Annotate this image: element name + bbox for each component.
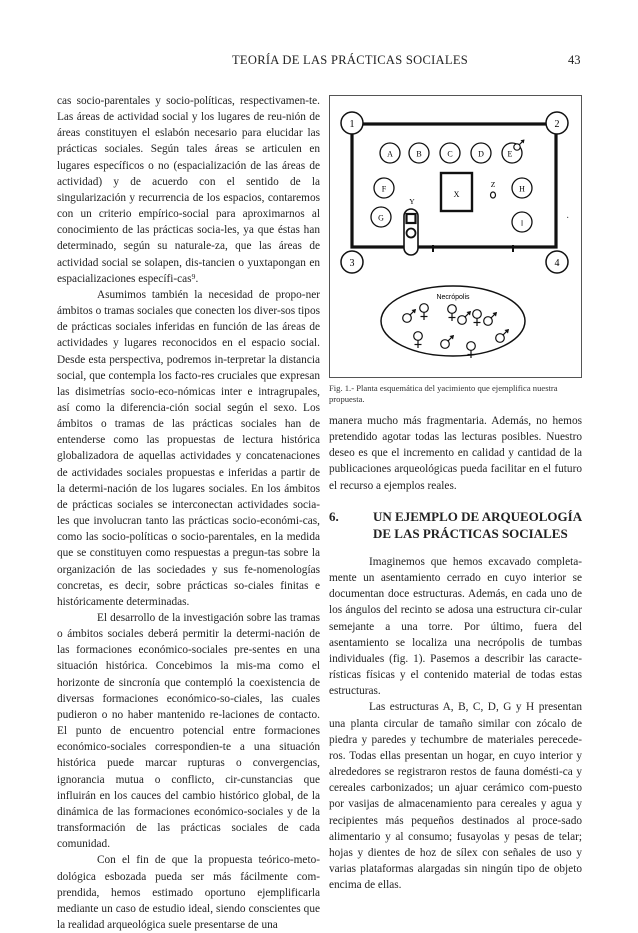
svg-text:F: F <box>381 184 387 194</box>
header-title: TEORÍA DE LAS PRÁCTICAS SOCIALES <box>232 53 469 67</box>
site-plan-figure <box>329 95 582 378</box>
paragraph: manera mucho más fragmentaria. Además, no hemos pretendido agotar todas las lecturas posibles. Nuestro deseo es que el incremento en calidad y cantidad de la publicaciones arqueológicas pueda facilitar en el futuro el recurso a ejemplos reales. <box>329 415 582 492</box>
svg-text:I: I <box>520 219 524 228</box>
structure-h <box>512 178 532 198</box>
structure-g <box>371 207 391 227</box>
structure-i <box>512 212 532 232</box>
section-number: 6. <box>329 509 339 524</box>
svg-text:D: D <box>478 149 484 159</box>
svg-text:Z: Z <box>490 180 496 189</box>
svg-text:G: G <box>378 213 384 223</box>
corner-tower-4 <box>546 251 568 273</box>
necropolis-label: Necrópolis <box>436 294 470 301</box>
structure-f <box>374 178 394 198</box>
paragraph: Imaginemos que hemos excavado completa-mente un asentamiento cerrado en cuyo interior se documentan doce estructuras. Además, en cada uno de los ángulos del recinto se adosa una estructura cir-cular semejante a una torre. Por último, fuera del asentamiento se localiza una necrópolis de tumbas individuales (fig. 1). Pasemos a describir las caracte-rísticas físicas y el contenido material de todas estas estructuras. <box>329 556 582 698</box>
corner-tower-1 <box>341 112 363 134</box>
structure-a <box>380 143 400 163</box>
structure-c <box>440 143 460 163</box>
section-title: UN EJEMPLO DE ARQUEOLOGÍA DE LAS PRÁCTICAS SOCIALES <box>373 509 582 541</box>
paragraph: Asumimos también la necesidad de propo-ner ámbitos o tramas sociales que conecten los diver-sos tipos de prácticas sociales inferidas en función de las áreas de actividades y lugares reconocidos en el espacio social. Desde esta perspectiva, podremos in-terpretar la distancia social, que contempla los facto-res cruciales que expresan las disimetrías socio-eco-nómicas inter e intragrupales, así como la diferencia-ción social según el sexo. Los ámbitos o tramas de las prácticas sociales han de entenderse como las propuestas de lectura histórica globalizadora de aquellas actividades y concatenaciones de actividades sociales propuestas e inferidas a partir de la determi-nación de los lugares sociales. En los ámbitos de prácticas sociales se interconectan actividades socia-les que involucran tanto las prácticas socio-económi-cas, como las socio-políticas o socio-parentales, en la medida que se constituyen como respuestas a pregun-tas sobre la organización de las sociedades y sus fe-nomenologías concretas, es decir, sobre prácticas so-ciales finitas e históricamente determinadas. <box>57 288 320 608</box>
corner-tower-2 <box>546 112 568 134</box>
running-header <box>0 53 638 71</box>
figure-caption: Fig. 1.- Planta esquemática del yacimiento que ejemplifica nuestra propuesta. <box>329 383 558 404</box>
paragraph: Con el fin de que la propuesta teórico-meto-dológica esbozada pueda ser más fácilmente com-prendida, hemos estimado oportuno ejemplificarla mediante un caso de estudio ideal, siendo conscientes que la realidad arqueológica suele presentarse de una <box>57 854 320 931</box>
svg-text:X: X <box>453 190 460 199</box>
structure-b <box>409 143 429 163</box>
structure-d <box>471 143 491 163</box>
page-number: 43 <box>568 53 581 67</box>
corner-label: 3 <box>349 258 355 269</box>
structure-y <box>404 197 418 255</box>
left-column <box>57 93 320 933</box>
corner-label: 1 <box>349 119 355 130</box>
paragraph: cas socio-parentales y socio-políticas, respectivamen-te. Las áreas de actividad social y los lugares de reu-nión de áreas constituyen el eslabón necesario para elucidar las prácticas sociales. Según tales áreas se articulen en lugares específicos o no (espacialización de las áreas de actividad) y de acuerdo con el sentido de la singularización y recurrencia de los espacios, contaremos con un criterio empírico-social para aproximarnos al conocimiento de las prácticas socia-les, ya que éstas han determinado, según su naturale-za, que las áreas de actividad social se solapen, dis-tancien o yuxtapongan en espacializaciones específi-cas⁹. <box>57 95 320 285</box>
svg-text:Y: Y <box>409 197 415 206</box>
corner-label: 4 <box>554 258 560 269</box>
structure-e <box>502 140 525 164</box>
svg-text:B: B <box>416 149 422 159</box>
svg-text:E: E <box>507 149 513 159</box>
right-column-body <box>329 554 582 893</box>
svg-text:C: C <box>447 149 453 159</box>
scan-mark: · <box>566 213 570 224</box>
paragraph: El desarrollo de la investigación sobre las tramas o ámbitos sociales deberá permitir la determi-nación de las formaciones económico-sociales pre-sentes en una situación histórica. Concebimos la mis-ma como el horizonte de sincronía que contempló la coexistencia de diversas formaciones económico-so-ciales, las cuales pudieron o no haber mantenido re-laciones de contacto. El punto de encuentro potencial entre formaciones económico-sociales correspondien-te a una situación histórica puede marcar rupturas o convergencias, ignorancia mutua o conflicto, cir-cunstancias que influirán en los cauces del cambio histórico global, de la dinámica de las formaciones económico-sociales y de la transformación de las prácticas sociales de cada comunidad. <box>57 612 320 851</box>
structure-z <box>491 180 496 198</box>
svg-text:A: A <box>387 149 393 159</box>
svg-text:H: H <box>519 184 525 194</box>
corner-tower-3 <box>341 251 363 273</box>
right-column-top <box>329 413 582 494</box>
male-symbol <box>514 144 520 150</box>
paragraph: Las estructuras A, B, C, D, G y H presentan una planta circular de tamaño similar con zócalo de piedra y paredes y techumbre de materiales perecede-ros. Todas ellas presentan un hogar, en cuyo interior y alrededores se registraron restos de fauna domésti-ca y cereales carbonizados; un ajuar cerámico com-puesto por vasijas de almacenamiento para cereales y agua y recipientes más pequeños destinados al proce-sado alimentario y al consumo; fusayolas y pesas de telar; hojas y dientes de hoz de sílex con señales de uso y varias plataformas alargadas sin ningún tipo de objeto encima de ellas. <box>329 701 582 892</box>
structure-x <box>441 173 472 211</box>
corner-label: 2 <box>554 119 560 130</box>
necropolis <box>381 286 525 356</box>
